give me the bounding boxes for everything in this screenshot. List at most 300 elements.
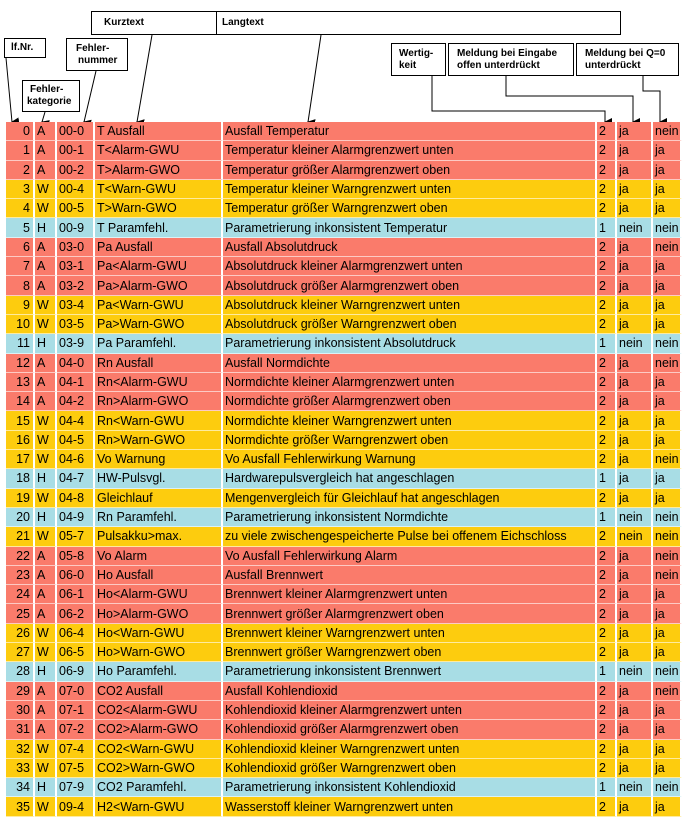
category-cell: W — [35, 296, 57, 315]
arrow-lfnr — [6, 58, 12, 122]
category-cell: A — [35, 257, 57, 276]
lfnr-cell: 5 — [6, 218, 35, 237]
weight-cell: 2 — [597, 585, 617, 604]
lfnr-cell: 23 — [6, 566, 35, 585]
fehlerkategorie-label-line2: kategorie — [27, 96, 72, 107]
table-row — [6, 720, 682, 739]
long-text-cell: Parametrierung inkonsistent Absolutdruck — [223, 334, 597, 353]
short-text-cell: Rn>Warn-GWO — [95, 431, 223, 450]
wertigkeit-label-line2: keit — [399, 60, 417, 71]
lfnr-cell: 16 — [6, 431, 35, 450]
lfnr-cell: 32 — [6, 740, 35, 759]
short-text-cell: CO2<Alarm-GWU — [95, 701, 223, 720]
category-cell: H — [35, 218, 57, 237]
table-row — [6, 276, 682, 295]
table-row — [6, 238, 682, 257]
weight-cell: 2 — [597, 373, 617, 392]
error-number-cell: 04-7 — [57, 469, 95, 488]
fehlernummer-label-line1: Fehler- — [76, 43, 110, 54]
short-text-cell: Vo Warnung — [95, 450, 223, 469]
short-text-cell: Ho<Alarm-GWU — [95, 585, 223, 604]
long-text-cell: Parametrierung inkonsistent Normdichte — [223, 508, 597, 527]
short-text-cell: Pa>Alarm-GWO — [95, 276, 223, 295]
arrow-langtext — [308, 35, 321, 122]
error-number-cell: 05-8 — [57, 547, 95, 566]
lfnr-cell: 7 — [6, 257, 35, 276]
q0-suppressed-cell: nein — [653, 508, 682, 527]
q0-suppressed-cell: nein — [653, 122, 682, 141]
input-open-suppressed-cell: ja — [617, 411, 653, 430]
category-cell: H — [35, 662, 57, 681]
arrow-fehlernummer — [84, 71, 96, 122]
error-number-cell: 06-9 — [57, 662, 95, 681]
error-number-cell: 03-1 — [57, 257, 95, 276]
weight-cell: 2 — [597, 411, 617, 430]
input-open-suppressed-cell: ja — [617, 624, 653, 643]
short-text-cell: Rn<Alarm-GWU — [95, 373, 223, 392]
lfnr-cell: 3 — [6, 180, 35, 199]
input-open-suppressed-cell: ja — [617, 469, 653, 488]
long-text-cell: Ausfall Brennwert — [223, 566, 597, 585]
error-number-cell: 03-4 — [57, 296, 95, 315]
table-row — [6, 797, 682, 816]
short-text-cell: T<Alarm-GWU — [95, 141, 223, 160]
input-open-suppressed-cell: ja — [617, 141, 653, 160]
short-text-cell: CO2>Alarm-GWO — [95, 720, 223, 739]
long-text-cell: Vo Ausfall Fehlerwirkung Warnung — [223, 450, 597, 469]
table-row — [6, 624, 682, 643]
short-text-cell: Pa Ausfall — [95, 238, 223, 257]
table-row — [6, 315, 682, 334]
category-cell: W — [35, 624, 57, 643]
input-open-suppressed-cell: ja — [617, 759, 653, 778]
error-number-cell: 00-2 — [57, 161, 95, 180]
fehlernummer-label-line2: nummer — [78, 55, 118, 66]
long-text-cell: Kohlendioxid größer Warngrenzwert oben — [223, 759, 597, 778]
table-row — [6, 180, 682, 199]
lfnr-cell: 9 — [6, 296, 35, 315]
long-text-cell: Ausfall Kohlendioxid — [223, 682, 597, 701]
error-number-cell: 00-5 — [57, 199, 95, 218]
meldung-q0-label-line2: unterdrückt — [585, 60, 641, 71]
table-row — [6, 527, 682, 546]
input-open-suppressed-cell: ja — [617, 354, 653, 373]
input-open-suppressed-cell: ja — [617, 238, 653, 257]
langtext-label: Langtext — [222, 17, 264, 28]
category-cell: A — [35, 701, 57, 720]
lfnr-cell: 18 — [6, 469, 35, 488]
lfnr-cell: 10 — [6, 315, 35, 334]
input-open-suppressed-cell: ja — [617, 122, 653, 141]
category-cell: A — [35, 547, 57, 566]
lfnr-cell: 25 — [6, 604, 35, 623]
lfnr-cell: 14 — [6, 392, 35, 411]
long-text-cell: Temperatur kleiner Alarmgrenzwert unten — [223, 141, 597, 160]
q0-suppressed-cell: ja — [653, 296, 682, 315]
category-cell: H — [35, 334, 57, 353]
error-number-cell: 05-7 — [57, 527, 95, 546]
long-text-cell: Parametrierung inkonsistent Kohlendioxid — [223, 778, 597, 797]
short-text-cell: T>Alarm-GWO — [95, 161, 223, 180]
long-text-cell: Kohlendioxid größer Alarmgrenzwert oben — [223, 720, 597, 739]
error-number-cell: 00-1 — [57, 141, 95, 160]
q0-suppressed-cell: ja — [653, 276, 682, 295]
weight-cell: 2 — [597, 547, 617, 566]
short-text-cell: Pulsakku>max. — [95, 527, 223, 546]
error-number-cell: 03-2 — [57, 276, 95, 295]
weight-cell: 2 — [597, 257, 617, 276]
table-row — [6, 334, 682, 353]
input-open-suppressed-cell: nein — [617, 508, 653, 527]
category-cell: H — [35, 778, 57, 797]
category-cell: W — [35, 450, 57, 469]
short-text-cell: CO2 Ausfall — [95, 682, 223, 701]
lfnr-cell: 20 — [6, 508, 35, 527]
category-cell: A — [35, 604, 57, 623]
input-open-suppressed-cell: ja — [617, 701, 653, 720]
q0-suppressed-cell: ja — [653, 643, 682, 662]
error-number-cell: 06-5 — [57, 643, 95, 662]
weight-cell: 2 — [597, 527, 617, 546]
input-open-suppressed-cell: nein — [617, 527, 653, 546]
table-row — [6, 547, 682, 566]
error-number-cell: 04-1 — [57, 373, 95, 392]
long-text-cell: Temperatur größer Alarmgrenzwert oben — [223, 161, 597, 180]
meldung-q0-label-line1: Meldung bei Q=0 — [585, 48, 666, 59]
input-open-suppressed-cell: ja — [617, 566, 653, 585]
table-row — [6, 392, 682, 411]
table-row — [6, 161, 682, 180]
input-open-suppressed-cell: nein — [617, 662, 653, 681]
table-row — [6, 411, 682, 430]
long-text-cell: Mengenvergleich für Gleichlauf hat angeschlagen — [223, 489, 597, 508]
input-open-suppressed-cell: ja — [617, 547, 653, 566]
input-open-suppressed-cell: ja — [617, 199, 653, 218]
table-row — [6, 354, 682, 373]
table-row — [6, 122, 682, 141]
category-cell: H — [35, 508, 57, 527]
table-row — [6, 469, 682, 488]
input-open-suppressed-cell: ja — [617, 296, 653, 315]
long-text-cell: Temperatur größer Warngrenzwert oben — [223, 199, 597, 218]
long-text-cell: Brennwert größer Warngrenzwert oben — [223, 643, 597, 662]
weight-cell: 2 — [597, 161, 617, 180]
table-row — [6, 701, 682, 720]
weight-cell: 2 — [597, 354, 617, 373]
long-text-cell: Absolutdruck kleiner Warngrenzwert unten — [223, 296, 597, 315]
lfnr-cell: 22 — [6, 547, 35, 566]
lfnr-cell: 31 — [6, 720, 35, 739]
meldung-eingabe-label-line2: offen unterdrückt — [457, 60, 540, 71]
category-cell: A — [35, 720, 57, 739]
table-row — [6, 643, 682, 662]
error-number-cell: 07-2 — [57, 720, 95, 739]
table-row — [6, 566, 682, 585]
long-text-cell: Hardwarepulsvergleich hat angeschlagen — [223, 469, 597, 488]
table-row — [6, 778, 682, 797]
table-row — [6, 740, 682, 759]
q0-suppressed-cell: ja — [653, 161, 682, 180]
category-cell: W — [35, 315, 57, 334]
lfnr-label: lf.Nr. — [11, 42, 34, 53]
error-number-cell: 06-1 — [57, 585, 95, 604]
table-row — [6, 450, 682, 469]
lfnr-cell: 8 — [6, 276, 35, 295]
q0-suppressed-cell: ja — [653, 180, 682, 199]
lfnr-cell: 21 — [6, 527, 35, 546]
q0-suppressed-cell: ja — [653, 411, 682, 430]
long-text-cell: Normdichte größer Warngrenzwert oben — [223, 431, 597, 450]
category-cell: A — [35, 141, 57, 160]
long-text-cell: Ausfall Absolutdruck — [223, 238, 597, 257]
long-text-cell: Brennwert größer Alarmgrenzwert oben — [223, 604, 597, 623]
category-cell: W — [35, 199, 57, 218]
input-open-suppressed-cell: ja — [617, 604, 653, 623]
error-number-cell: 06-2 — [57, 604, 95, 623]
category-cell: W — [35, 411, 57, 430]
short-text-cell: Ho Paramfehl. — [95, 662, 223, 681]
lfnr-cell: 4 — [6, 199, 35, 218]
category-cell: A — [35, 373, 57, 392]
q0-suppressed-cell: ja — [653, 585, 682, 604]
lfnr-cell: 24 — [6, 585, 35, 604]
category-cell: A — [35, 238, 57, 257]
short-text-cell: H2<Warn-GWU — [95, 797, 223, 816]
arrow-fehlerkategorie — [42, 112, 45, 122]
q0-suppressed-cell: ja — [653, 141, 682, 160]
langtext-header-box — [216, 11, 621, 35]
input-open-suppressed-cell: ja — [617, 257, 653, 276]
lfnr-cell: 27 — [6, 643, 35, 662]
long-text-cell: Brennwert kleiner Alarmgrenzwert unten — [223, 585, 597, 604]
error-number-cell: 04-8 — [57, 489, 95, 508]
long-text-cell: Ausfall Normdichte — [223, 354, 597, 373]
category-cell: A — [35, 276, 57, 295]
category-cell: A — [35, 161, 57, 180]
long-text-cell: Brennwert kleiner Warngrenzwert unten — [223, 624, 597, 643]
q0-suppressed-cell: ja — [653, 701, 682, 720]
weight-cell: 2 — [597, 315, 617, 334]
fehlerkategorie-label-line1: Fehler- — [30, 84, 64, 95]
weight-cell: 2 — [597, 450, 617, 469]
q0-suppressed-cell: ja — [653, 199, 682, 218]
q0-suppressed-cell: ja — [653, 740, 682, 759]
weight-cell: 2 — [597, 643, 617, 662]
short-text-cell: Pa Paramfehl. — [95, 334, 223, 353]
error-number-cell: 07-0 — [57, 682, 95, 701]
table-row — [6, 508, 682, 527]
input-open-suppressed-cell: ja — [617, 682, 653, 701]
lfnr-cell: 30 — [6, 701, 35, 720]
q0-suppressed-cell: ja — [653, 759, 682, 778]
lfnr-cell: 19 — [6, 489, 35, 508]
lfnr-cell: 15 — [6, 411, 35, 430]
short-text-cell: T Ausfall — [95, 122, 223, 141]
category-cell: A — [35, 682, 57, 701]
input-open-suppressed-cell: ja — [617, 720, 653, 739]
category-cell: W — [35, 740, 57, 759]
category-cell: W — [35, 797, 57, 816]
weight-cell: 2 — [597, 199, 617, 218]
input-open-suppressed-cell: ja — [617, 489, 653, 508]
category-cell: W — [35, 527, 57, 546]
weight-cell: 2 — [597, 141, 617, 160]
error-number-cell: 07-5 — [57, 759, 95, 778]
short-text-cell: Rn<Warn-GWU — [95, 411, 223, 430]
q0-suppressed-cell: nein — [653, 218, 682, 237]
lfnr-cell: 11 — [6, 334, 35, 353]
short-text-cell: Rn Paramfehl. — [95, 508, 223, 527]
weight-cell: 2 — [597, 122, 617, 141]
long-text-cell: zu viele zwischengespeicherte Pulse bei offenem Eichschloss — [223, 527, 597, 546]
q0-suppressed-cell: nein — [653, 334, 682, 353]
arrow-meldung-eingabe — [506, 76, 633, 122]
category-cell: A — [35, 566, 57, 585]
q0-suppressed-cell: ja — [653, 720, 682, 739]
lfnr-cell: 2 — [6, 161, 35, 180]
meldung-eingabe-label-line1: Meldung bei Eingabe — [457, 48, 558, 59]
short-text-cell: Ho Ausfall — [95, 566, 223, 585]
weight-cell: 1 — [597, 469, 617, 488]
q0-suppressed-cell: nein — [653, 778, 682, 797]
lfnr-cell: 33 — [6, 759, 35, 778]
category-cell: A — [35, 392, 57, 411]
weight-cell: 2 — [597, 797, 617, 816]
arrow-kurztext — [137, 35, 152, 122]
long-text-cell: Kohlendioxid kleiner Alarmgrenzwert unten — [223, 701, 597, 720]
input-open-suppressed-cell: ja — [617, 392, 653, 411]
short-text-cell: Ho<Warn-GWU — [95, 624, 223, 643]
table-row — [6, 759, 682, 778]
input-open-suppressed-cell: ja — [617, 315, 653, 334]
table-row — [6, 257, 682, 276]
weight-cell: 2 — [597, 624, 617, 643]
table-row — [6, 373, 682, 392]
q0-suppressed-cell: ja — [653, 797, 682, 816]
error-number-cell: 07-1 — [57, 701, 95, 720]
error-number-cell: 04-2 — [57, 392, 95, 411]
long-text-cell: Temperatur kleiner Warngrenzwert unten — [223, 180, 597, 199]
q0-suppressed-cell: ja — [653, 489, 682, 508]
short-text-cell: T>Warn-GWO — [95, 199, 223, 218]
weight-cell: 1 — [597, 218, 617, 237]
short-text-cell: Ho>Warn-GWO — [95, 643, 223, 662]
error-table — [6, 122, 682, 817]
weight-cell: 2 — [597, 759, 617, 778]
q0-suppressed-cell: ja — [653, 257, 682, 276]
weight-cell: 2 — [597, 431, 617, 450]
error-number-cell: 03-0 — [57, 238, 95, 257]
category-cell: A — [35, 354, 57, 373]
long-text-cell: Absolutdruck kleiner Alarmgrenzwert unten — [223, 257, 597, 276]
weight-cell: 2 — [597, 701, 617, 720]
category-cell: A — [35, 585, 57, 604]
error-number-cell: 04-5 — [57, 431, 95, 450]
short-text-cell: Ho>Alarm-GWO — [95, 604, 223, 623]
error-number-cell: 00-0 — [57, 122, 95, 141]
error-number-cell: 04-4 — [57, 411, 95, 430]
lfnr-cell: 1 — [6, 141, 35, 160]
q0-suppressed-cell: ja — [653, 604, 682, 623]
lfnr-cell: 0 — [6, 122, 35, 141]
q0-suppressed-cell: ja — [653, 315, 682, 334]
input-open-suppressed-cell: ja — [617, 373, 653, 392]
q0-suppressed-cell: nein — [653, 238, 682, 257]
error-number-cell: 03-9 — [57, 334, 95, 353]
error-table-body — [6, 122, 682, 817]
long-text-cell: Vo Ausfall Fehlerwirkung Alarm — [223, 547, 597, 566]
input-open-suppressed-cell: ja — [617, 276, 653, 295]
input-open-suppressed-cell: ja — [617, 180, 653, 199]
q0-suppressed-cell: nein — [653, 354, 682, 373]
error-number-cell: 09-4 — [57, 797, 95, 816]
input-open-suppressed-cell: nein — [617, 778, 653, 797]
weight-cell: 2 — [597, 604, 617, 623]
error-number-cell: 00-4 — [57, 180, 95, 199]
q0-suppressed-cell: nein — [653, 662, 682, 681]
input-open-suppressed-cell: ja — [617, 161, 653, 180]
weight-cell: 2 — [597, 238, 617, 257]
error-number-cell: 04-0 — [57, 354, 95, 373]
category-cell: W — [35, 643, 57, 662]
table-row — [6, 662, 682, 681]
error-number-cell: 07-4 — [57, 740, 95, 759]
table-row — [6, 489, 682, 508]
short-text-cell: HW-Pulsvgl. — [95, 469, 223, 488]
weight-cell: 2 — [597, 740, 617, 759]
table-row — [6, 296, 682, 315]
short-text-cell: T<Warn-GWU — [95, 180, 223, 199]
q0-suppressed-cell: nein — [653, 682, 682, 701]
error-number-cell: 06-4 — [57, 624, 95, 643]
short-text-cell: T Paramfehl. — [95, 218, 223, 237]
table-row — [6, 199, 682, 218]
weight-cell: 2 — [597, 566, 617, 585]
long-text-cell: Parametrierung inkonsistent Temperatur — [223, 218, 597, 237]
input-open-suppressed-cell: ja — [617, 643, 653, 662]
arrow-meldung-q0 — [643, 76, 660, 122]
lfnr-cell: 17 — [6, 450, 35, 469]
long-text-cell: Absolutdruck größer Warngrenzwert oben — [223, 315, 597, 334]
short-text-cell: CO2<Warn-GWU — [95, 740, 223, 759]
short-text-cell: Vo Alarm — [95, 547, 223, 566]
error-number-cell: 06-0 — [57, 566, 95, 585]
table-row — [6, 218, 682, 237]
input-open-suppressed-cell: nein — [617, 334, 653, 353]
table-row — [6, 604, 682, 623]
error-number-cell: 04-9 — [57, 508, 95, 527]
q0-suppressed-cell: ja — [653, 431, 682, 450]
weight-cell: 2 — [597, 296, 617, 315]
category-cell: H — [35, 469, 57, 488]
kurztext-label: Kurztext — [104, 17, 145, 28]
input-open-suppressed-cell: ja — [617, 585, 653, 604]
category-cell: W — [35, 489, 57, 508]
weight-cell: 2 — [597, 720, 617, 739]
q0-suppressed-cell: ja — [653, 469, 682, 488]
category-cell: W — [35, 180, 57, 199]
q0-suppressed-cell: nein — [653, 450, 682, 469]
q0-suppressed-cell: ja — [653, 624, 682, 643]
long-text-cell: Normdichte größer Alarmgrenzwert oben — [223, 392, 597, 411]
q0-suppressed-cell: nein — [653, 547, 682, 566]
lfnr-cell: 34 — [6, 778, 35, 797]
lfnr-cell: 35 — [6, 797, 35, 816]
arrow-wertigkeit — [432, 76, 605, 122]
short-text-cell: Rn Ausfall — [95, 354, 223, 373]
short-text-cell: Pa<Alarm-GWU — [95, 257, 223, 276]
error-number-cell: 07-9 — [57, 778, 95, 797]
